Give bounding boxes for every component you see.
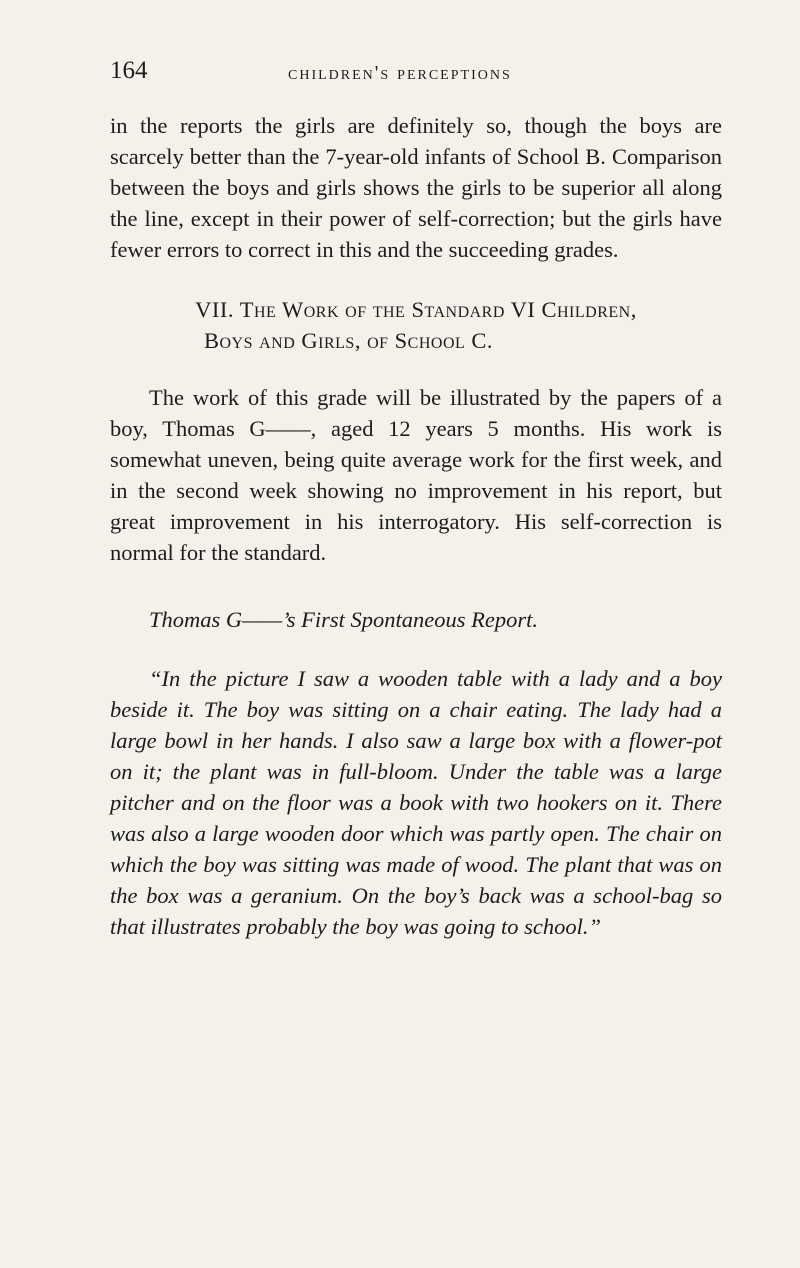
- section-paragraph: The work of this grade will be illustrated by the papers of a boy, Thomas G——, aged 12 years 5 months. His work is somewhat uneven, being quite average work for the first week, and in the second week showing no improvement in his report, but great improvement in his interrogatory. His self-correction is normal for the standard.: [110, 385, 722, 565]
- section-heading-line-2: Boys and Girls, of School C.: [203, 328, 494, 353]
- running-head: [110, 58, 722, 102]
- running-title: children's perceptions: [288, 62, 512, 84]
- section-heading-line-1: VII. The Work of the Standard VI Children,: [195, 297, 637, 322]
- report-title: Thomas G——’s First Spontaneous Report.: [149, 607, 538, 632]
- page-number: 164: [110, 57, 148, 84]
- section-spacer: [110, 356, 722, 382]
- report-paragraph: “In the picture I saw a wooden table with a lady and a boy beside it. The boy was sitting on a chair eating. The lady had a large bowl in her hands. I also saw a large box with a flower-pot on it; the plant was in full-bloom. Under the table was a large pitcher and on the floor was a book with two hookers on it. There was also a large wooden door which was partly open. The chair on which the boy was sitting was made of wood. The plant that was on the box was a geranium. On the boy’s back was a school-bag so that illustrates probably the boy was going to school.”: [110, 666, 722, 939]
- section-heading: [110, 294, 722, 356]
- opening-paragraph: in the reports the girls are definitely so, though the boys are scarcely better than the 7-year-old infants of School B. Comparison between the boys and girls shows the girls to be superior all along the line, except in their power of self-correction; but the girls have fewer errors to correct in this and the succeeding grades.: [110, 113, 722, 262]
